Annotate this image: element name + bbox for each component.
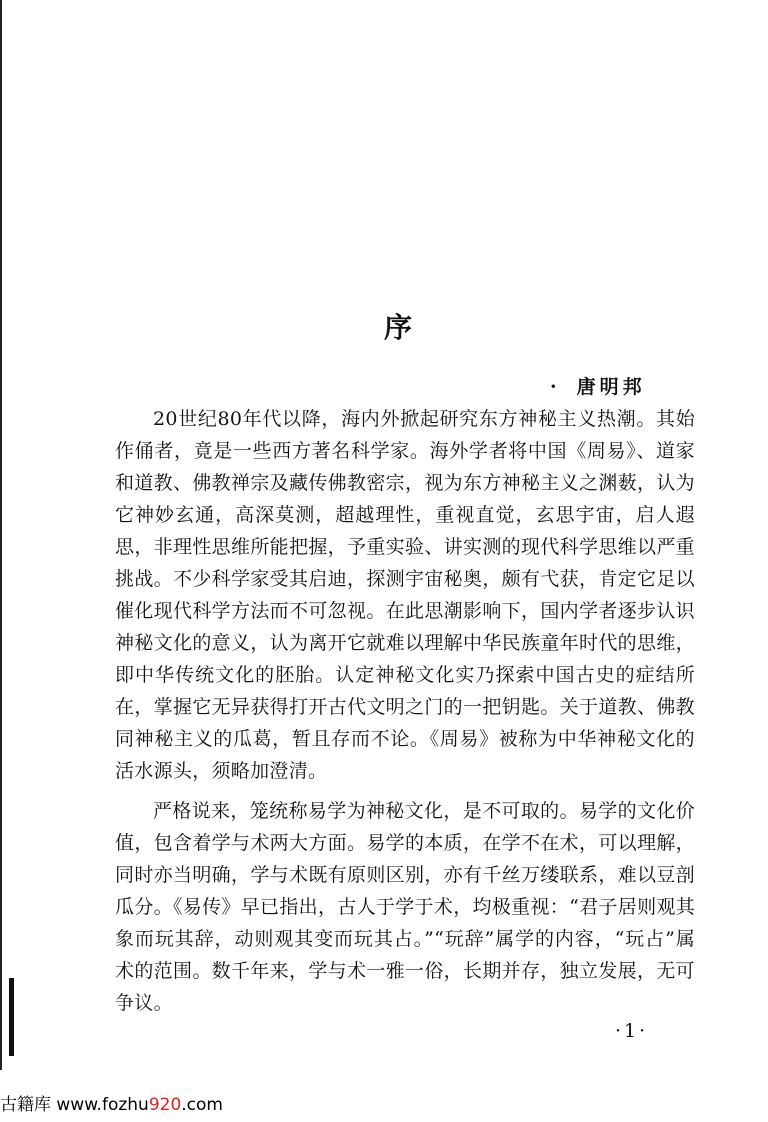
watermark-site-name: 古籍库	[0, 1095, 51, 1115]
author-name: 唐明邦	[576, 376, 646, 398]
page-title: 序	[383, 311, 416, 344]
author-dot: ·	[550, 376, 561, 398]
author-line	[550, 372, 646, 399]
watermark-url-number: 920	[148, 1095, 182, 1115]
page-number: ·1·	[615, 1020, 649, 1042]
watermark	[0, 1090, 223, 1115]
margin-scan-mark	[9, 978, 14, 1056]
left-border-rule	[0, 0, 2, 1070]
body-text	[115, 403, 695, 1019]
watermark-url-suffix: .com	[181, 1095, 223, 1115]
paragraph-2: 严格说来，笼统称易学为神秘文化，是不可取的。易学的文化价值，包含着学与术两大方面。易学的本质，在学不在术，可以理解，同时亦当明确，学与术既有原则区别，亦有千丝万缕联系，难以豆剖瓜分。《易传》早已指出，古人于学于术，均极重视：“君子居则观其象而玩其辞，动则观其变而玩其占。”“玩辞”属学的内容，“玩占”属术的范围。数千年来，学与术一雅一俗，长期并存，独立发展，无可争议。	[115, 800, 695, 1014]
watermark-url-prefix: www.fozhu	[56, 1095, 149, 1115]
paragraph-1: 20世纪80年代以降，海内外掀起研究东方神秘主义热潮。其始作俑者，竟是一些西方著名科学家。海外学者将中国《周易》、道家和道教、佛教禅宗及藏传佛教密宗，视为东方神秘主义之渊薮，认为它神妙玄通，高深莫测，超越理性，重视直觉，玄思宇宙，启人遐思，非理性思维所能把握，予重实验、讲实测的现代科学思维以严重挑战。不少科学家受其启迪，探测宇宙秘奥，颇有弋获，肯定它足以催化现代科学方法而不可忽视。在此思潮影响下，国内学者逐步认识神秘文化的意义，认为离开它就难以理解中华民族童年时代的思维，即中华传统文化的胚胎。认定神秘文化实乃探索中国古史的症结所在，掌握它无异获得打开古代文明之门的一把钥匙。关于道教、佛教同神秘主义的瓜葛，暂且存而不论。《周易》被称为中华神秘文化的活水源头，须略加澄清。	[115, 408, 695, 782]
